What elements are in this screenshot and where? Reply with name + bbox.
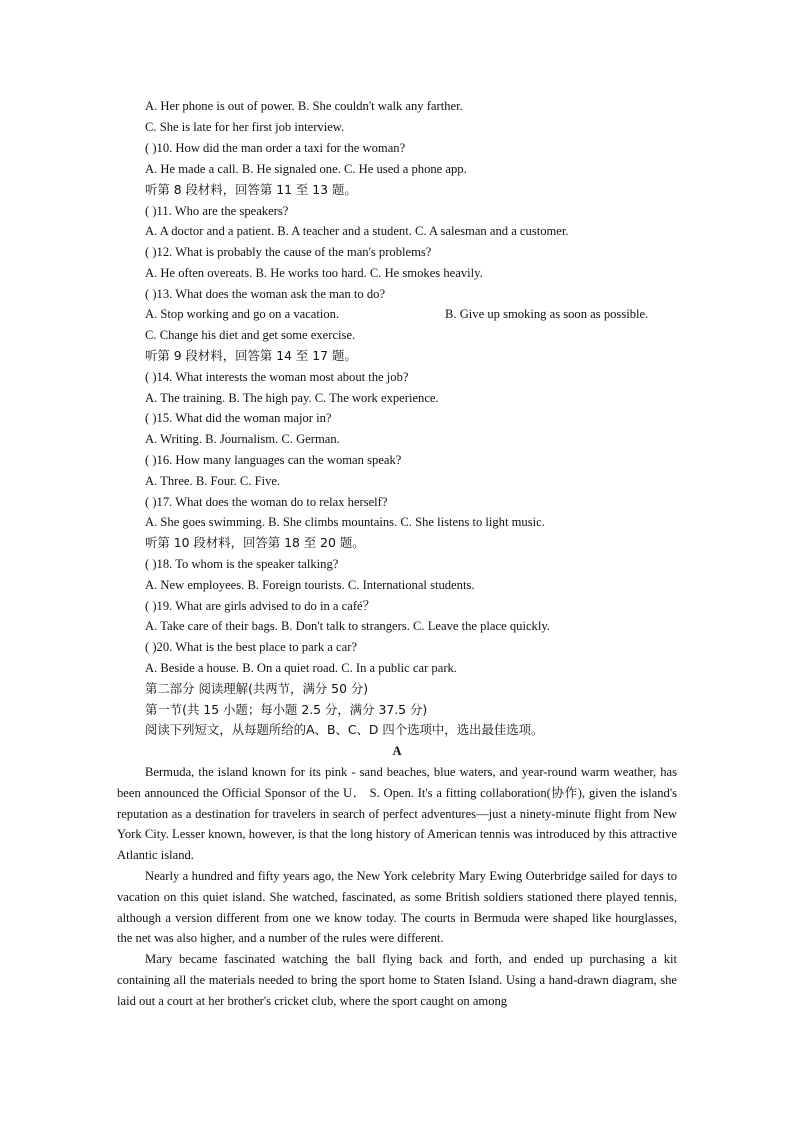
question-17: ( )17. What does the woman do to relax herself? xyxy=(145,495,388,509)
question-12: ( )12. What is probably the cause of the man's problems? xyxy=(145,245,432,259)
section-9-instruction: 听第 9 段材料，回答第 14 至 17 题。 xyxy=(145,348,357,363)
q13-option-a: A. Stop working and go on a vacation. xyxy=(145,307,340,321)
q12-options: A. He often overeats. B. He works too hard. C. He smokes heavily. xyxy=(145,266,483,280)
q14-options: A. The training. B. The high pay. C. The work experience. xyxy=(145,391,439,405)
question-19: ( )19. What are girls advised to do in a café？ xyxy=(145,599,376,613)
passage-paragraph-3 xyxy=(117,949,677,1011)
paragraph-1-text: Bermuda, the island known for its pink - sand beaches, blue waters, and year-round warm weather, has been announced the Official Sponsor of the U． S. Open. It's a fitting collaboration(协作), given the island's reputation as a destination for travelers in search of perfect adventures—just a ninety-minute flight from New York City. Lesser known, however, is that the long history of American tennis was introduced by this attractive Atlantic island. xyxy=(117,765,677,863)
question-20: ( )20. What is the best place to park a car? xyxy=(145,640,358,654)
q18-options: A. New employees. B. Foreign tourists. C. International students. xyxy=(145,578,475,592)
q13-option-c: C. Change his diet and get some exercise. xyxy=(145,328,356,342)
q9-options-ab: A. Her phone is out of power. B. She couldn't walk any farther. xyxy=(145,99,463,113)
q10-options: A. He made a call. B. He signaled one. C. He used a phone app. xyxy=(145,162,467,176)
q11-options: A. A doctor and a patient. B. A teacher and a student. C. A salesman and a customer. xyxy=(145,224,569,238)
q20-options: A. Beside a house. B. On a quiet road. C. In a public car park. xyxy=(145,661,457,675)
q15-options: A. Writing. B. Journalism. C. German. xyxy=(145,432,340,446)
q17-options: A. She goes swimming. B. She climbs mountains. C. She listens to light music. xyxy=(145,515,545,529)
section-8-instruction: 听第 8 段材料，回答第 11 至 13 题。 xyxy=(145,182,357,197)
question-15: ( )15. What did the woman major in? xyxy=(145,411,332,425)
question-14: ( )14. What interests the woman most about the job? xyxy=(145,370,409,384)
passage-heading: A xyxy=(392,744,402,758)
section-10-instruction: 听第 10 段材料，回答第 18 至 20 题。 xyxy=(145,535,365,550)
paragraph-2-text: Nearly a hundred and fifty years ago, the New York celebrity Mary Ewing Outerbridge sailed for days to vacation on this quiet island. She watched, fascinated, as some British soldiers stationed there played tennis, although a version different from one we know today. The courts in Bermuda were shaped like hourglasses, the net was also higher, and a number of the rules were different. xyxy=(117,869,677,946)
q13-option-b: B. Give up smoking as soon as possible. xyxy=(445,307,649,321)
q9-option-c: C. She is late for her first job interview. xyxy=(145,120,345,134)
section-1-heading: 第一节(共 15 小题；每小题 2.5 分，满分 37.5 分) xyxy=(145,702,428,717)
q19-options: A. Take care of their bags. B. Don't talk to strangers. C. Leave the place quickly. xyxy=(145,619,550,633)
reading-instruction: 阅读下列短文，从每题所给的A、B、C、D 四个选项中，选出最佳选项。 xyxy=(145,722,544,737)
question-13: ( )13. What does the woman ask the man to do? xyxy=(145,287,386,301)
part-2-heading: 第二部分 阅读理解(共两节，满分 50 分) xyxy=(145,681,369,696)
paragraph-3-text: Mary became fascinated watching the ball flying back and forth, and ended up purchasing a kit containing all the materials needed to bring the sport home to Staten Island. Using a hand-drawn diagram, she laid out a court at her brother's cricket club, where the sport caught on among xyxy=(117,952,677,1008)
question-10: ( )10. How did the man order a taxi for the woman? xyxy=(145,141,406,155)
passage-paragraph-2 xyxy=(117,866,677,949)
question-16: ( )16. How many languages can the woman speak? xyxy=(145,453,402,467)
question-11: ( )11. Who are the speakers? xyxy=(145,204,289,218)
question-18: ( )18. To whom is the speaker talking? xyxy=(145,557,339,571)
q16-options: A. Three. B. Four. C. Five. xyxy=(145,474,281,488)
passage-paragraph-1 xyxy=(117,762,677,866)
